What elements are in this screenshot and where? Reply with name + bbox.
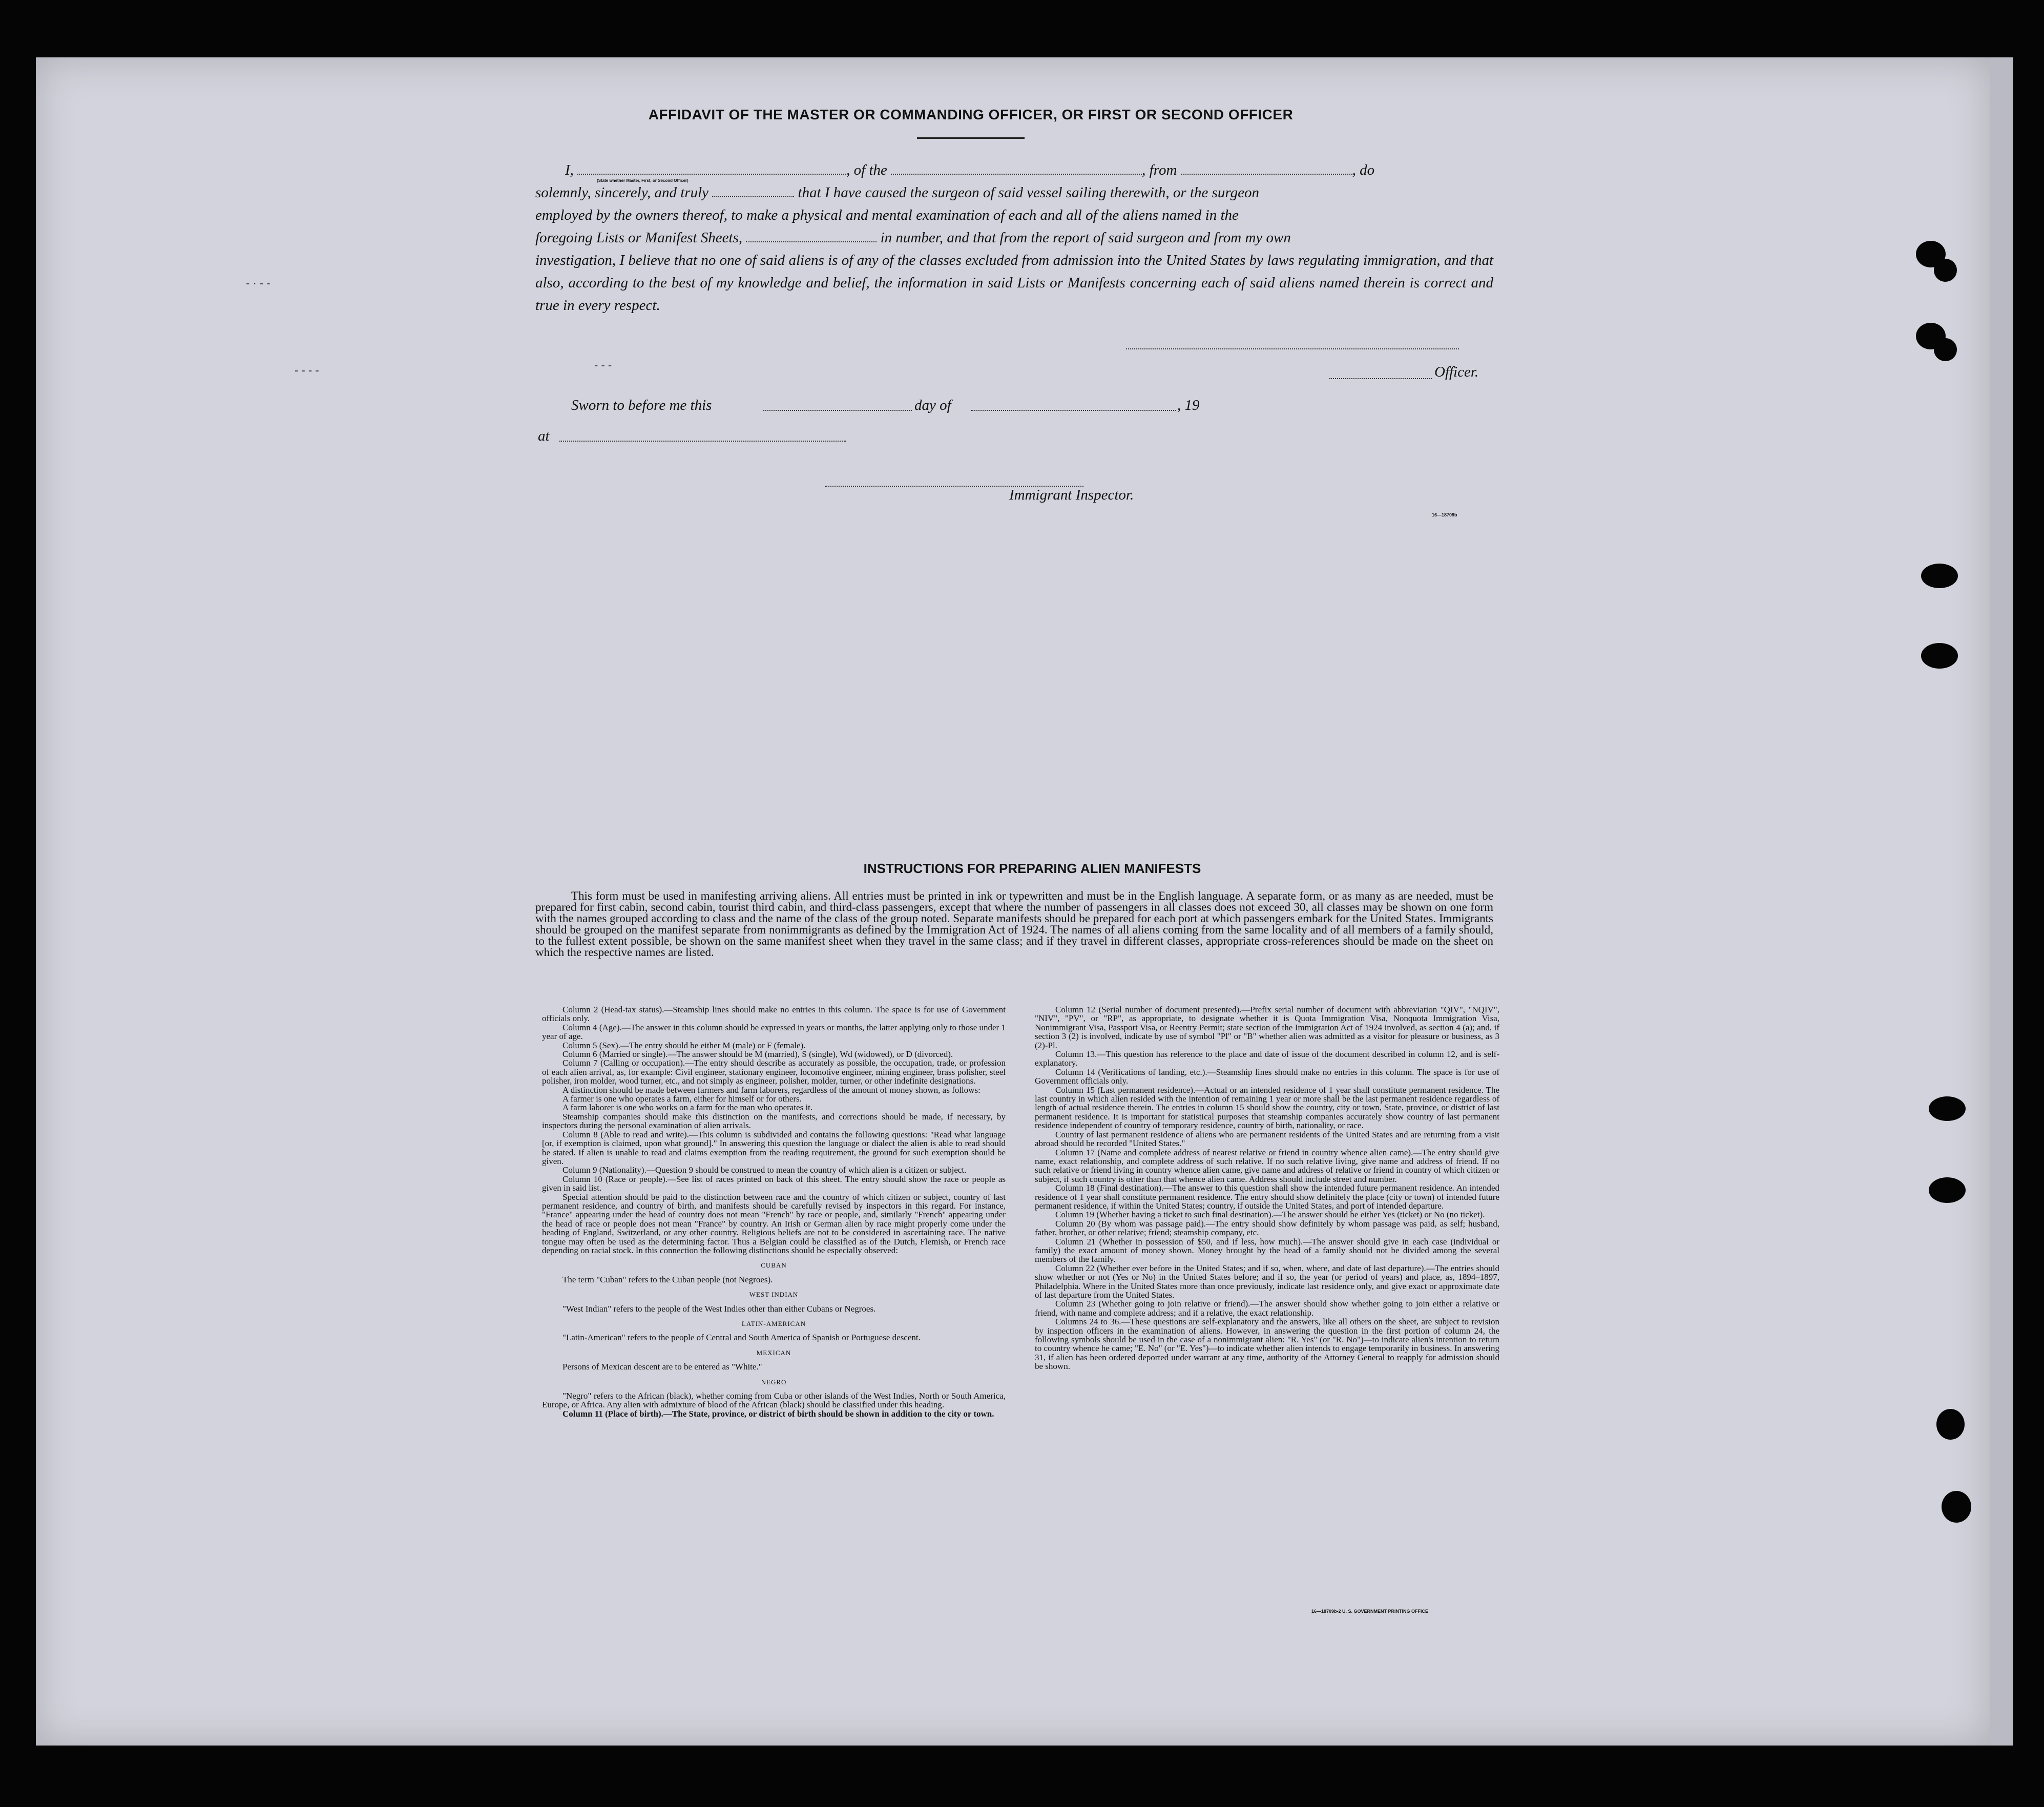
- number-field[interactable]: [746, 230, 877, 242]
- vessel-field[interactable]: [891, 162, 1142, 175]
- instruction-paragraph: Column 11 (Place of birth).—The State, province, or district of birth should be shown in addition to the city or town.: [562, 1408, 994, 1419]
- west-indian-text: "West Indian" refers to the people of the West Indies other than either Cubans or Negroes.: [562, 1303, 876, 1314]
- stray-mark: ‑ · ‑ ‑: [246, 277, 270, 289]
- instruction-paragraph: Columns 24 to 36.—These questions are self-explanatory and the answers, like all others on the sheet, are subject to revision by inspection officers in the examination of aliens. However, in answering the question in the first portion of column 24, the following symbols should be used in the case of a nonimmigrant alien: "R. Yes" (or "R. No")—to indicate alien's intention to return to country whence he came; "E. No" (or "E. Yes")—to indicate whether alien intends to engage temporarily in business. In answering 31, if alien has been ordered deported under warrant at any time, authority of the Attorney General to reapply for admission should be shown.: [1035, 1317, 1499, 1372]
- instruction-paragraph: Column 20 (By whom was passage paid).—The entry should show definitely by whom passage was paid, as self; husband, father, brother, or other relative; friend; steamship company, etc.: [1035, 1218, 1499, 1238]
- instruction-paragraph: Column 18 (Final destination).—The answer to this question shall show the intended future permanent residence. An intended residence of 1 year shall constitute permanent residence. The entry should show definitely the place (city or town) of intended future permanent residence, if within the United States; country, if outside the United States, and port of intended departure.: [1035, 1183, 1499, 1211]
- instruction-paragraph: Column 10 (Race or people).—See list of races printed on back of this sheet. The entry should show the race or people as given in said list.: [542, 1174, 1006, 1193]
- mexican-heading: MEXICAN: [756, 1348, 791, 1357]
- instruction-paragraph: Column 2 (Head-tax status).—Steamship lines should make no entries in this column. The space is for use of Government officials only.: [542, 1005, 1006, 1024]
- from-label: , from: [1142, 162, 1177, 178]
- instruction-paragraph: Column 15 (Last permanent residence).—Actual or an intended residence of 1 year shall constitute permanent residence. The last country in which alien resided with the intention of remaining 1 year or more shall be the last permanent residence regardless of length of actual residence therein. The entries in column 15 should show the country, city or town, State, province, or district of last permanent residence. It is important for statistical purposes that steamship companies accurately show country of last permanent residence independent of country of temporary residence, country of birth, nationality, or race.: [1035, 1085, 1499, 1131]
- negro-heading: NEGRO: [761, 1378, 787, 1386]
- officer-rank-note: (State whether Master, First, or Second Officer): [597, 178, 689, 183]
- location-field[interactable]: [559, 441, 846, 442]
- officer-rank-field[interactable]: [577, 162, 846, 175]
- affidavit-text: that I have caused the surgeon of said vessel sailing therewith, or the surgeon: [798, 184, 1260, 201]
- affidavit-line-3: employed by the owners thereof, to make a physical and mental examination of each and all of the aliens named in the: [535, 207, 1239, 223]
- punch-hole: [1921, 564, 1958, 588]
- affidavit-title: AFFIDAVIT OF THE MASTER OR COMMANDING OFFICER, OR FIRST OR SECOND OFFICER: [648, 107, 1294, 122]
- officer-signature-line-2[interactable]: [1329, 378, 1432, 379]
- instruction-paragraph: Column 14 (Verifications of landing, etc.).—Steamship lines should make no entries in this column. The space is for use of Government officials only.: [1035, 1067, 1499, 1086]
- at-label: at: [538, 428, 550, 444]
- instruction-paragraph: Column 7 (Calling or occupation).—The entry should describe as accurately as possible, the occupation, trade, or profession of each alien arrival, as, for example: Civil engineer, stationary engineer, locomotive engineer, mining engineer, brass polisher, steel polisher, iron molder, wood turner, etc., and not simply as engineer, polisher, molder, turner, or other indefinite designations.: [542, 1058, 1006, 1086]
- instruction-paragraph: Column 21 (Whether in possession of $50, and if less, how much).—The answer should give in each case (individual or family) the exact amount of money shown. Money brought by the head of a family should not be divided among the several members of the family.: [1035, 1236, 1499, 1264]
- instruction-paragraph: Country of last permanent residence of aliens who are permanent residents of the United States and are returning from a visit abroad should be recorded "United States.": [1035, 1129, 1499, 1149]
- west-indian-heading: WEST INDIAN: [749, 1291, 799, 1299]
- punch-hole: [1921, 643, 1958, 669]
- instruction-paragraph: Special attention should be paid to the distinction between race and the country of which citizen or subject, country of last permanent residence, and country of birth, and manifests should be carefully revised by inspectors in this regard. For instance, "France" appearing under the head of country does not mean "French" by race or people, and, similarly "French" appearing under the head of race or people does not mean "France" by country. An Irish or German alien by race might properly come under the heading of England, Switzerland, or any other country. Religious beliefs are not to be considered in ascertaining race. The native tongue may often be used as the determining factor. Thus a Belgian could be classified as of the Dutch, Flemish, or French race depending on racial stock. In this connection the following distinctions should be especially observed:: [542, 1192, 1006, 1255]
- i-label: I,: [565, 162, 574, 178]
- instruction-paragraph: Steamship companies should make this distinction on the manifests, and corrections should be made, if necessary, by inspectors during the personal examination of alien arrivals.: [542, 1111, 1006, 1131]
- sheet-edge: [1990, 57, 2013, 1746]
- punch-hole: [1936, 1409, 1965, 1440]
- negro-text: "Negro" refers to the African (black), whether coming from Cuba or other islands of the West Indies, North or South America, Europe, or Africa. Any alien with admixture of blood of the African (black) should be classified under this heading.: [542, 1391, 1006, 1410]
- of-the-label: , of the: [846, 162, 887, 178]
- mexican-text: Persons of Mexican descent are to be entered as "White.": [562, 1362, 762, 1372]
- cuban-heading: CUBAN: [761, 1261, 787, 1270]
- year-label: , 19: [1177, 397, 1200, 413]
- oath-field[interactable]: [712, 185, 794, 197]
- affidavit-line-5: investigation, I believe that no one of said aliens is of any of the classes excluded from admission into the United States by laws regulating immigration, and that also, according to the best of my knowledge and belief, the information in said Lists or Manifests concerning each of said aliens named therein is correct and true in every respect.: [535, 252, 1493, 314]
- punch-hole: [1929, 1096, 1966, 1121]
- instruction-paragraph: A farm laborer is one who works on a farm for the man who operates it.: [562, 1103, 813, 1113]
- affidavit-line-4: [535, 226, 1493, 249]
- latin-american-text: "Latin-American" refers to the people of Central and South America of Spanish or Portuguese descent.: [562, 1333, 921, 1343]
- instructions-column-left: [542, 1005, 1006, 1418]
- instructions-title: INSTRUCTIONS FOR PREPARING ALIEN MANIFESTS: [863, 861, 1201, 876]
- stray-mark: ‑ ‑ ‑ ‑: [295, 364, 319, 377]
- punch-hole: [1934, 259, 1957, 282]
- instruction-paragraph: Column 6 (Married or single).—The answer should be M (married), S (single), Wd (widowed), or D (divorced).: [562, 1049, 953, 1060]
- instruction-paragraph: Column 17 (Name and complete address of nearest relative or friend in country whence alien came).—The entry should give name, exact relationship, and complete address of such relative. If no such relative living, give name and address of friend. If no such relative or friend living in country whence alien came, give name and address of relative or friend in country of which citizen or subject, if such country is other than that whence alien came. Address should include street and number.: [1035, 1147, 1499, 1184]
- instruction-paragraph: Column 5 (Sex).—The entry should be either M (male) or F (female).: [562, 1040, 806, 1050]
- instruction-paragraph: Column 23 (Whether going to join relative or friend).—The answer should show whether going to join either a relative or friend, with name and complete address; and if a relative, the exact relationship.: [1035, 1299, 1499, 1318]
- instructions-intro: This form must be used in manifesting arriving aliens. All entries must be printed in ink or typewritten and must be in the English language. A separate form, or as many as are needed, must be prepared for first cabin, second cabin, tourist third cabin, and third-class passengers, except that where the number of passengers in all classes does not exceed 30, all classes may be shown on one form with the names grouped according to class and the name of the class of the group noted. Separate manifests should be prepared for each port at which passengers embark for the United States. Immigrants should be grouped on the manifest separate from nonimmigrants as defined by the Immigration Act of 1924. The names of all aliens coming from the same locality and of all members of a family should, to the fullest extent possible, be shown on the same manifest sheet when they travel in the same class; and if they travel in different classes, appropriate cross-references should be made on the sheet on which the respective names are listed.: [535, 889, 1493, 959]
- stray-mark: ‑ ‑ ‑: [594, 359, 612, 371]
- instruction-paragraph: Column 12 (Serial number of document presented).—Prefix serial number of document with abbreviation "QIV", "NQIV", "NIV", "PV", or "RP", as appropriate, to designate whether it is Quota Immigration Visa, Nonquota Immigration Visa, Nonimmigrant Visa, Passport Visa, or Reentry Permit; state section of the Immigration Act of 1924 involved, as section 4 (a); and, if section 3 (2) is involved, indicate by use of symbol "Pl" or "B" whether alien was admitted as a visitor for pleasure or business, as 3 (2)-Pl.: [1035, 1005, 1499, 1050]
- sworn-label: Sworn to before me this: [571, 397, 712, 413]
- instruction-paragraph: Column 8 (Able to read and write).—This column is subdivided and contains the following questions: "Read what language [or, if exemption is claimed, upon what ground]." In answering this question the language or dialect the alien is able to read should be stated. If alien is unable to read and claims exemption from the reading requirement, the ground for such exemption should be given.: [542, 1129, 1006, 1166]
- instruction-paragraph: A farmer is one who operates a farm, either for himself or for others.: [562, 1094, 802, 1104]
- sworn-month-field[interactable]: [971, 410, 1176, 411]
- cuban-text: The term "Cuban" refers to the Cuban people (not Negroes).: [562, 1274, 773, 1284]
- punch-hole: [1942, 1491, 1971, 1523]
- solemnly-label: solemnly, sincerely, and truly: [535, 184, 709, 201]
- port-field[interactable]: [1181, 162, 1352, 175]
- do-label: , do: [1352, 162, 1375, 178]
- inspector-label: Immigrant Inspector.: [1009, 487, 1134, 503]
- instruction-paragraph: Column 19 (Whether having a ticket to such final destination).—The answer should be either Yes (ticket) or No (no ticket).: [1055, 1210, 1485, 1220]
- instruction-paragraph: Column 13.—This question has reference to the place and date of issue of the document described in column 12, and is self-explanatory.: [1035, 1049, 1499, 1068]
- printing-office-footer: 16—18709b-2 U. S. GOVERNMENT PRINTING OFFICE: [1311, 1609, 1429, 1614]
- punch-hole: [1934, 338, 1957, 361]
- instruction-paragraph: A distinction should be made between farmers and farm laborers, regardless of the amount of money shown, as follows:: [562, 1085, 981, 1095]
- form-number: 16—18709b: [1432, 512, 1457, 517]
- title-rule: [917, 137, 1025, 139]
- sworn-day-field[interactable]: [763, 410, 912, 411]
- affidavit-text: foregoing Lists or Manifest Sheets,: [535, 230, 743, 246]
- officer-signature-line[interactable]: [1126, 348, 1459, 349]
- affidavit-line-2: [535, 181, 1493, 204]
- latin-american-heading: LATIN-AMERICAN: [741, 1320, 806, 1327]
- affidavit-text: in number, and that from the report of said surgeon and from my own: [880, 230, 1291, 246]
- instruction-paragraph: Column 4 (Age).—The answer in this column should be expressed in years or months, the latter applying only to those under 1 year of age.: [542, 1022, 1006, 1042]
- day-of-label: day of: [914, 397, 951, 413]
- instructions-column-right: [1035, 1005, 1499, 1371]
- instruction-paragraph: Column 22 (Whether ever before in the United States; and if so, when, where, and date of last departure).—The entries should show whether or not (Yes or No) in the United States before; and if so, the year (or period of years) and place, as, 1894–1897, Philadelphia. Where in the United States more than once previously, indicate last residence only, and give exact or approximate date of last departure from the United States.: [1035, 1263, 1499, 1300]
- instruction-paragraph: Column 9 (Nationality).—Question 9 should be construed to mean the country of which alien is a citizen or subject.: [562, 1165, 967, 1175]
- officer-label: Officer.: [1434, 364, 1479, 380]
- punch-hole: [1929, 1177, 1966, 1203]
